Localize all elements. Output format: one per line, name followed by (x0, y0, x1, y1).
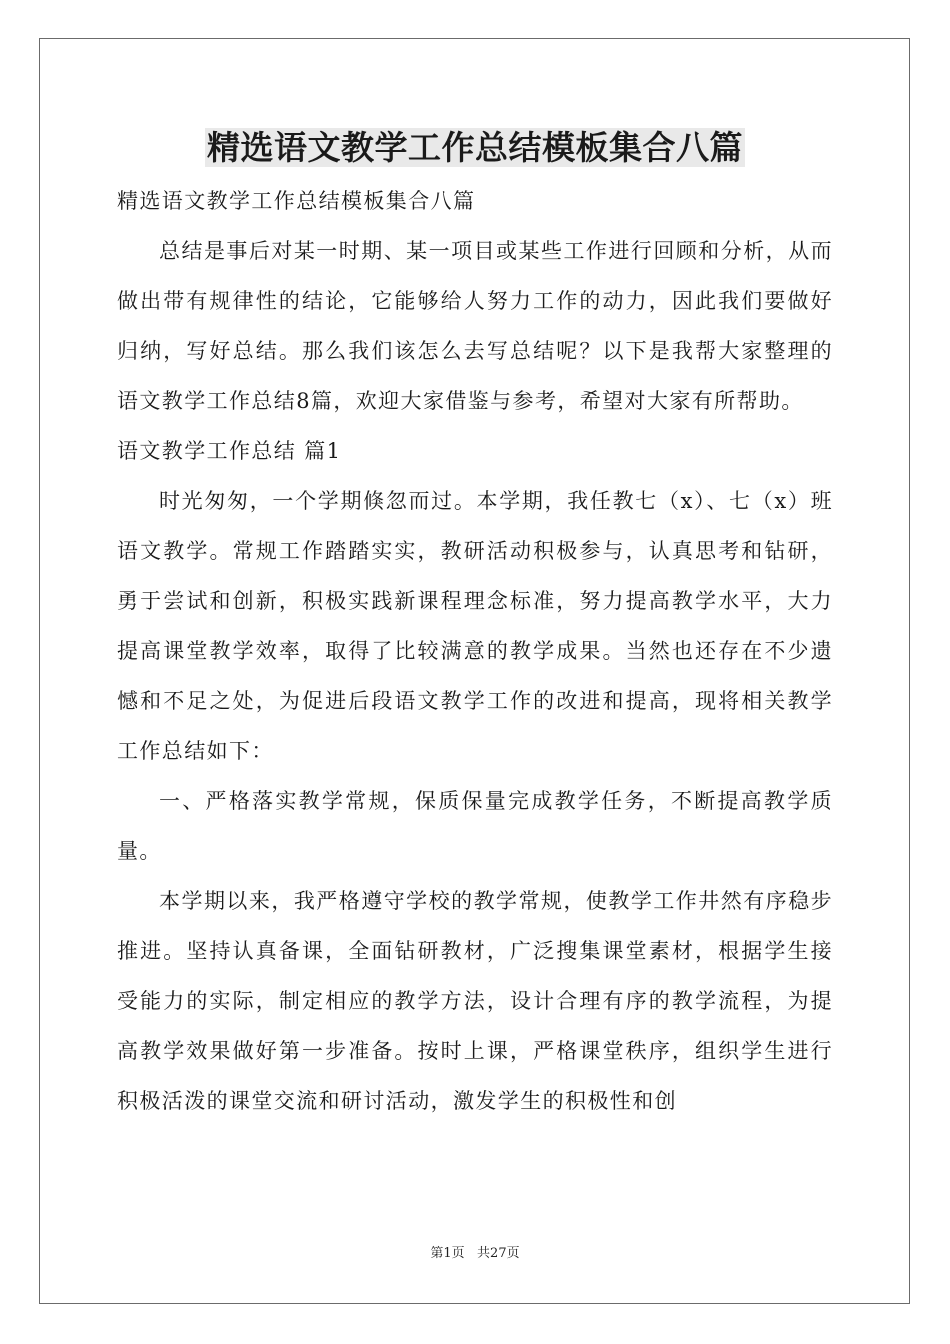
document-title-text: 精选语文教学工作总结模板集合八篇 (207, 128, 743, 167)
section-heading: 语文教学工作总结 篇1 (117, 439, 342, 463)
paragraph-subtitle: 精选语文教学工作总结模板集合八篇 (117, 189, 476, 213)
paragraph-point-one: 一、严格落实教学常规，保质保量完成教学任务，不断提高教学质量。 (117, 789, 833, 863)
paragraph-intro: 总结是事后对某一时期、某一项目或某些工作进行回顾和分析，从而做出带有规律性的结论，它能够给人努力工作的动力，因此我们要做好归纳，写好总结。那么我们该怎么去写总结呢？以下是我帮大家整理的语文教学工作总结8篇，欢迎大家借鉴与参考，希望对大家有所帮助。 (117, 239, 833, 413)
document-body (117, 176, 833, 1126)
document-title (0, 124, 950, 172)
paragraph-body: 本学期以来，我严格遵守学校的教学常规，使教学工作井然有序稳步推进。坚持认真备课，全面钻研教材，广泛搜集课堂素材，根据学生接受能力的实际，制定相应的教学方法，设计合理有序的教学流程，为提高教学效果做好第一步准备。按时上课，严格课堂秩序，组织学生进行积极活泼的课堂交流和研讨活动，激发学生的积极性和创 (117, 889, 833, 1113)
page-footer: 第1页 共27页 (430, 1246, 520, 1261)
paragraph-body: 时光匆匆，一个学期倏忽而过。本学期，我任教七（x）、七（x）班语文教学。常规工作踏踏实实，教研活动积极参与，认真思考和钻研，勇于尝试和创新，积极实践新课程理念标准，努力提高教学水平，大力提高课堂教学效率，取得了比较满意的教学成果。当然也还存在不少遗憾和不足之处，为促进后段语文教学工作的改进和提高，现将相关教学工作总结如下： (117, 489, 833, 763)
